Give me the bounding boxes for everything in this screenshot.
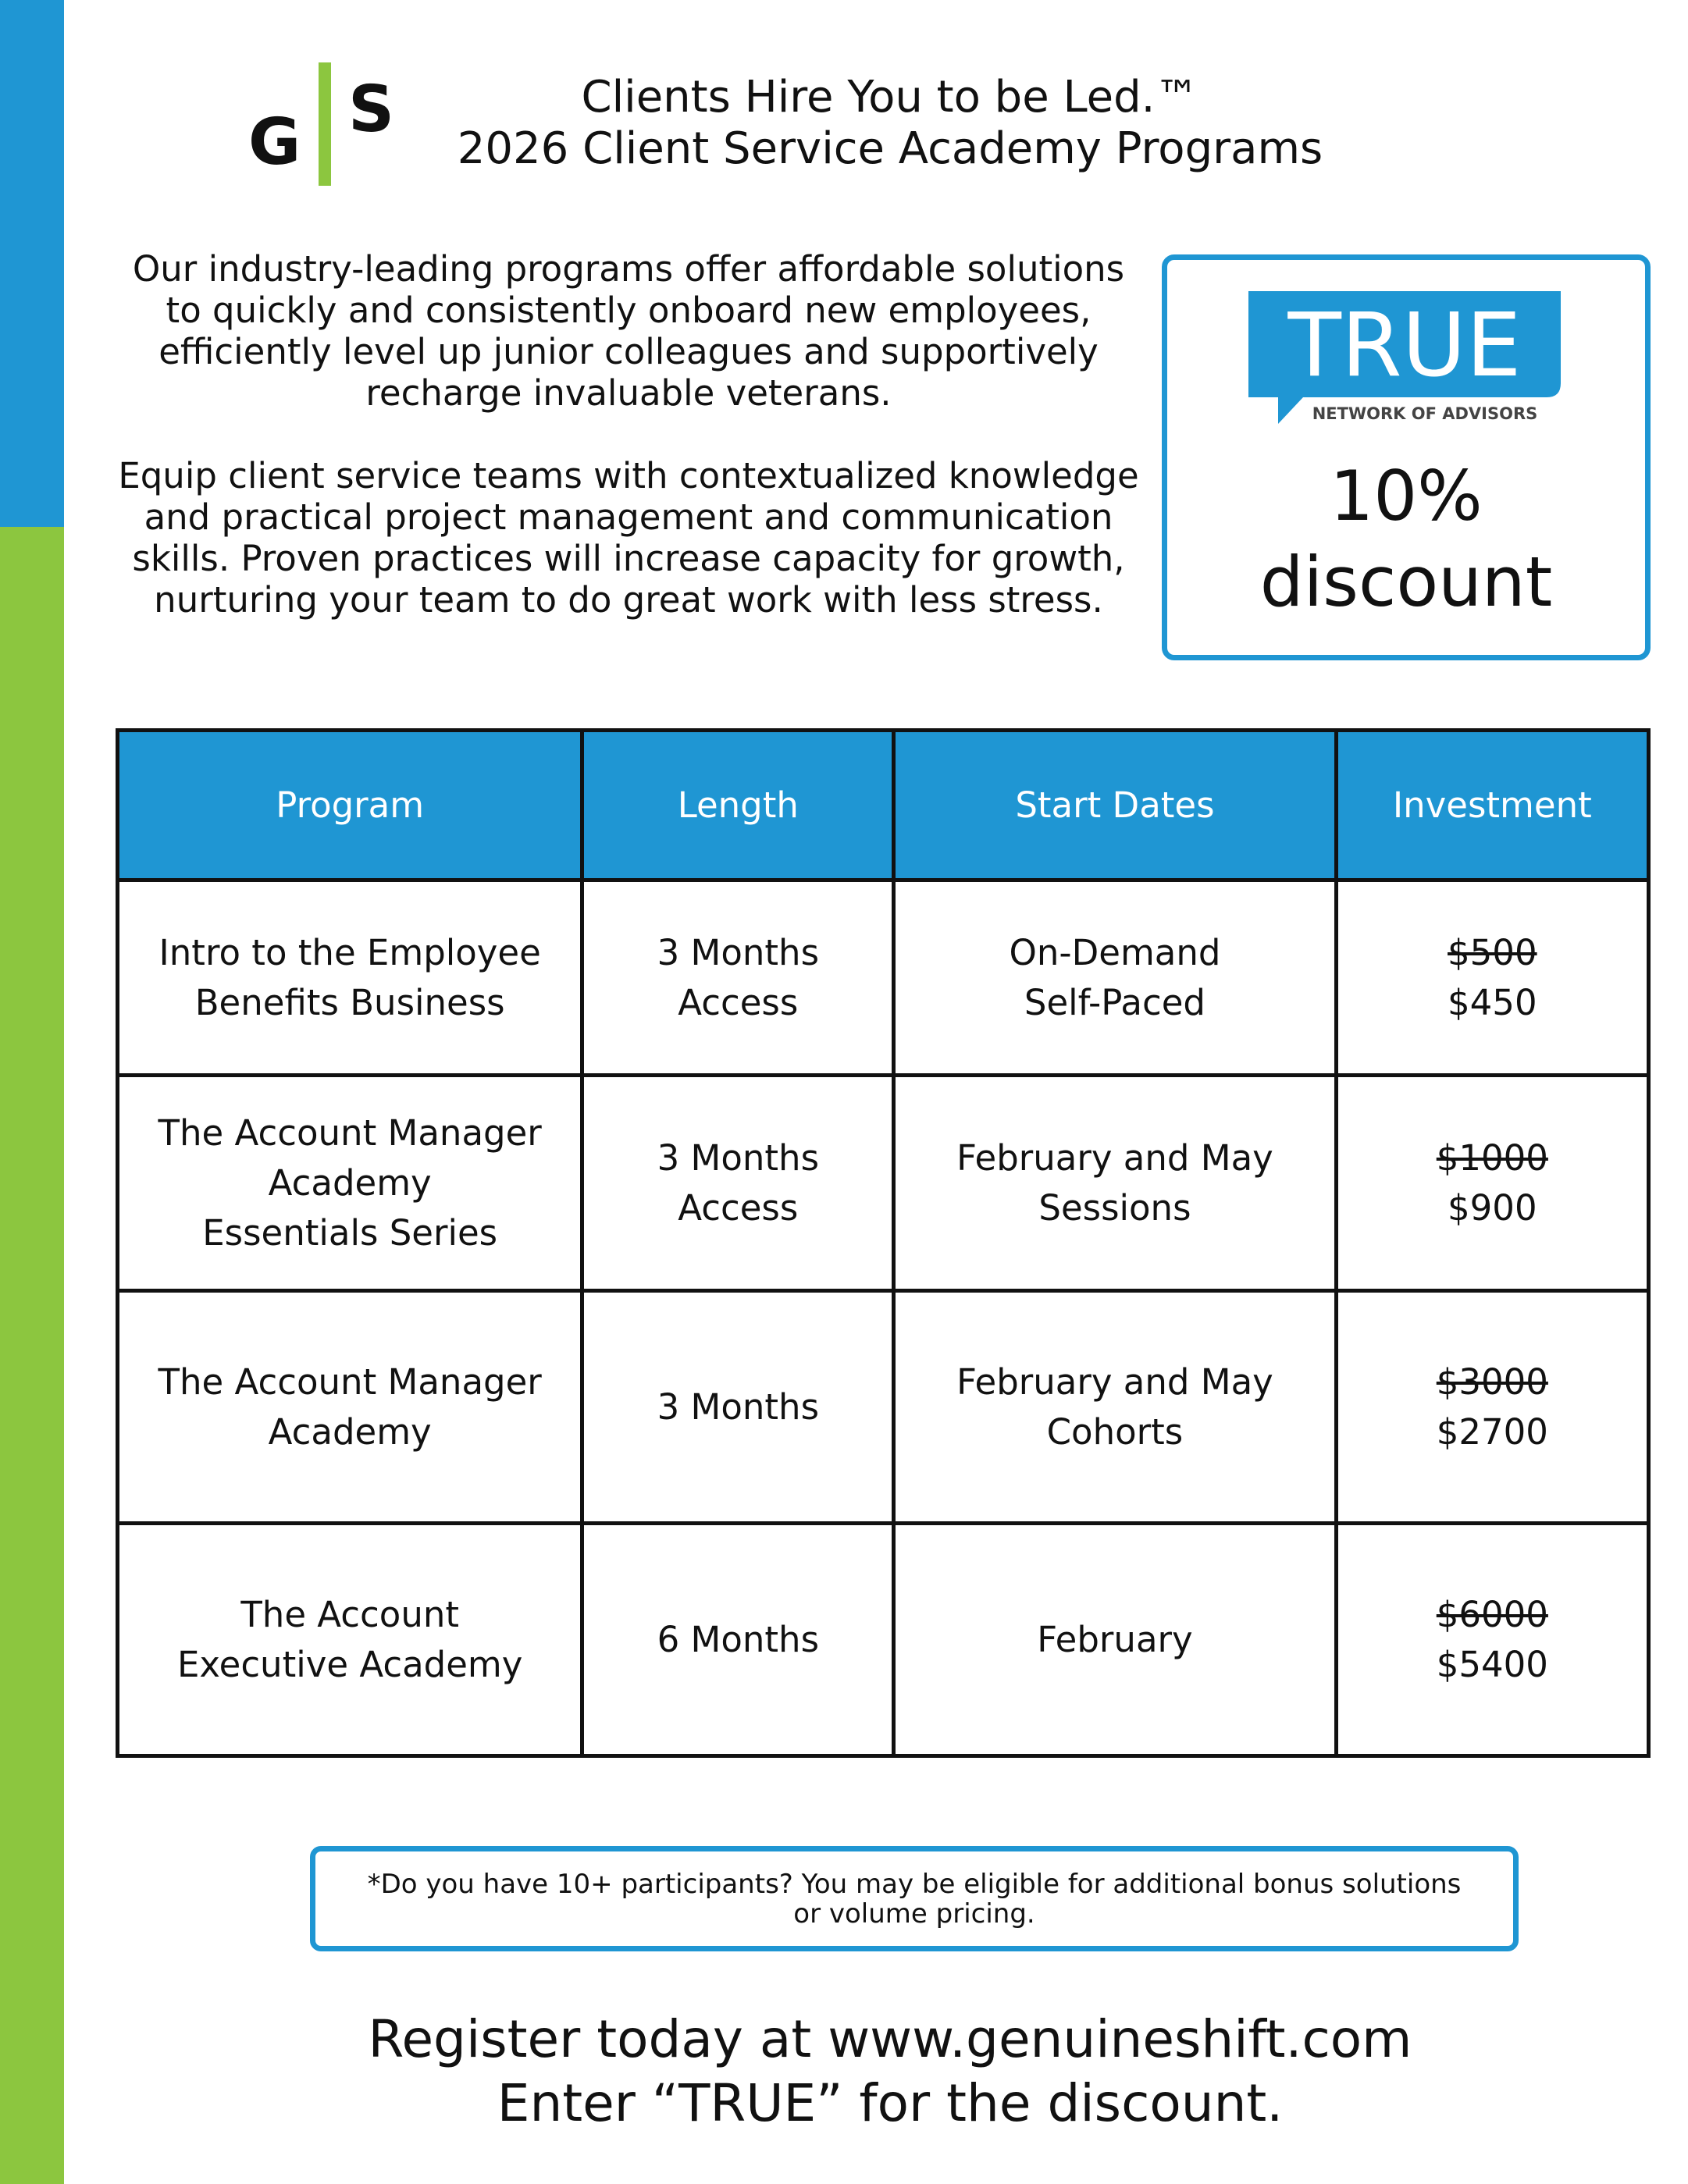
true-logo-subtitle: NETWORK OF ADVISORS [1312, 404, 1538, 423]
length-line: 6 Months [657, 1618, 820, 1660]
program-name-line: Executive Academy [176, 1643, 523, 1685]
investment-cell [1336, 880, 1648, 1076]
start-dates-line: Cohorts [1046, 1410, 1184, 1453]
program-cell [118, 1076, 582, 1291]
length-cell [582, 1524, 894, 1756]
column-header-investment: Investment [1336, 731, 1648, 880]
investment-cell [1336, 1076, 1648, 1291]
start-dates-cell [894, 1524, 1336, 1756]
discounted-price: $2700 [1436, 1410, 1548, 1453]
column-header-program: Program [118, 731, 582, 880]
table-row [118, 880, 1649, 1076]
partner-discount-box [1162, 254, 1651, 660]
table-row [118, 1291, 1649, 1524]
discount-text [1167, 454, 1645, 625]
true-logo-word: TRUE [1287, 295, 1522, 397]
side-bar-blue [0, 0, 64, 527]
length-cell [582, 1291, 894, 1524]
discounted-price: $900 [1448, 1186, 1537, 1229]
logo-letter-s: S [348, 73, 395, 147]
discounted-price: $5400 [1436, 1643, 1548, 1685]
volume-pricing-text: *Do you have 10+ participants? You may be eligible for additional bonus solutions or volume pricing. [367, 1868, 1462, 1930]
discounted-price: $450 [1448, 981, 1537, 1023]
register-line: Register today at www.genuineshift.com [368, 2009, 1412, 2069]
length-cell [582, 880, 894, 1076]
program-name-line: Essentials Series [202, 1211, 498, 1254]
original-price: $3000 [1436, 1361, 1548, 1403]
page-header [414, 72, 1366, 175]
start-dates-line: Sessions [1038, 1186, 1191, 1229]
investment-cell [1336, 1524, 1648, 1756]
original-price: $6000 [1436, 1593, 1548, 1635]
program-name-line: The Account Manager [158, 1112, 542, 1154]
investment-cell [1336, 1291, 1648, 1524]
page-tagline: Clients Hire You to be Led.™ [581, 72, 1199, 123]
start-dates-line: February and May [956, 1136, 1273, 1179]
gs-logo [248, 62, 397, 187]
program-cell [118, 880, 582, 1076]
original-price: $500 [1448, 931, 1537, 973]
logo-divider [319, 62, 331, 186]
original-price: $1000 [1436, 1136, 1548, 1179]
intro-text [117, 248, 1140, 621]
program-name-line: Intro to the Employee [158, 931, 541, 973]
program-name-line: Academy [268, 1410, 432, 1453]
length-line: Access [678, 981, 799, 1023]
length-line: 3 Months [657, 1385, 820, 1428]
discount-code-line: Enter “TRUE” for the discount. [497, 2073, 1284, 2133]
volume-pricing-note [310, 1846, 1519, 1951]
length-line: 3 Months [657, 1136, 820, 1179]
true-network-logo [1248, 291, 1561, 432]
program-cell [118, 1524, 582, 1756]
program-name-line: The Account [240, 1593, 460, 1635]
start-dates-cell [894, 880, 1336, 1076]
table-row [118, 1076, 1649, 1291]
length-cell [582, 1076, 894, 1291]
column-header-length: Length [582, 731, 894, 880]
program-name-line: The Account Manager [158, 1361, 542, 1403]
length-line: 3 Months [657, 931, 820, 973]
column-header-start-dates: Start Dates [894, 731, 1336, 880]
start-dates-cell [894, 1291, 1336, 1524]
table-header-row [118, 731, 1649, 880]
intro-paragraph-2: Equip client service teams with contextualized knowledge and practical project management and communication skills. Proven practices will increase capacity for growth, nurturing your team to do great work with less stress. [118, 455, 1139, 621]
length-line: Access [678, 1186, 799, 1229]
programs-table [116, 728, 1651, 1758]
start-dates-line: On-Demand [1009, 931, 1221, 973]
start-dates-line: Self-Paced [1024, 981, 1205, 1023]
page-title: 2026 Client Service Academy Programs [457, 123, 1323, 174]
registration-footer [117, 2008, 1663, 2136]
program-name-line: Benefits Business [194, 981, 505, 1023]
program-cell [118, 1291, 582, 1524]
discount-percent: 10% [1330, 456, 1483, 536]
start-dates-line: February and May [956, 1361, 1273, 1403]
table-row [118, 1524, 1649, 1756]
start-dates-cell [894, 1076, 1336, 1291]
discount-label: discount [1259, 542, 1553, 622]
side-bar-green [0, 527, 64, 2184]
program-name-line: Academy [268, 1161, 432, 1204]
intro-paragraph-1: Our industry-leading programs offer affordable solutions to quickly and consistently onboard new employees, efficiently level up junior colleagues and supportively recharge invaluable veterans. [132, 248, 1125, 414]
start-dates-line: February [1037, 1618, 1193, 1660]
logo-letter-g: G [248, 105, 301, 180]
